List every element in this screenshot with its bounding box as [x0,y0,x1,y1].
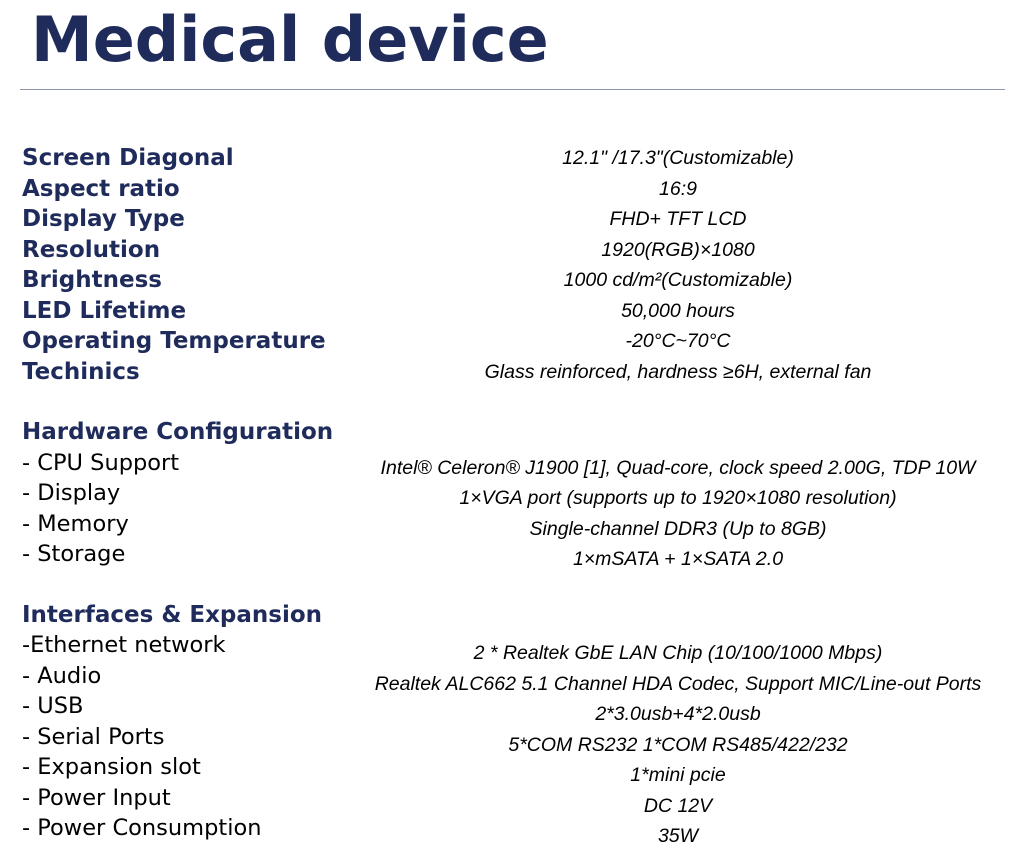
spec-row-brightness [0,265,1024,296]
interfaces-section-heading: Interfaces & Expansion [22,601,323,628]
page-title: Medical device [31,3,549,76]
interface-value: 1*mini pcie [630,764,726,786]
interface-row-ethernet [0,630,1024,664]
spec-value: 12.1" /17.3"(Customizable) [562,147,794,169]
hardware-row-memory [0,509,1024,540]
hardware-value: Intel® Celeron® J1900 [1], Quad-core, clock speed 2.00G, TDP 10W [380,456,976,479]
hardware-row-storage [0,539,1024,570]
interface-label: -Ethernet network [22,632,226,658]
interface-value: 5*COM RS232 1*COM RS485/422/232 [508,733,848,756]
spec-row-led-lifetime [0,296,1024,327]
spec-value: FHD+ TFT LCD [609,208,747,230]
spec-value: 50,000 hours [621,299,735,322]
interface-value: 2 * Realtek GbE LAN Chip (10/100/1000 Mbps) [473,642,883,664]
interface-label: - Expansion slot [22,754,201,780]
spec-value: 16:9 [659,177,697,200]
hardware-value: Single-channel DDR3 (Up to 8GB) [529,517,827,540]
interface-row-usb [0,691,1024,725]
spec-label: Brightness [22,267,162,293]
interface-label: - Power Consumption [22,815,262,841]
spec-label: Aspect ratio [22,175,180,202]
interface-label: - Power Input [22,784,171,811]
interface-value: 2*3.0usb+4*2.0usb [595,703,761,725]
interface-label: - Serial Ports [22,723,165,750]
spec-row-screen-diagonal [0,143,1024,174]
hardware-label: - Storage [22,541,126,567]
spec-value: 1920(RGB)×1080 [601,238,755,261]
spec-label: Display Type [22,206,185,232]
spec-label: Resolution [22,236,161,263]
hardware-label: - CPU Support [22,449,180,476]
spec-value: -20°C~70°C [625,330,731,352]
spec-row-operating-temperature [0,326,1024,357]
spec-label: LED Lifetime [22,297,187,324]
hardware-label: - Memory [22,510,129,537]
hardware-row-cpu-support [0,448,1024,479]
interface-label: - USB [22,693,84,719]
spec-row-techinics [0,357,1024,388]
interface-row-expansion-slot [0,752,1024,786]
interface-row-serial-ports [0,722,1024,756]
spec-row-resolution [0,235,1024,266]
interface-row-audio [0,661,1024,695]
spec-value: 1000 cd/m²(Customizable) [563,269,793,291]
spec-label: Techinics [22,358,140,385]
spec-label: Operating Temperature [22,328,326,354]
interface-row-power-input [0,783,1024,817]
interface-label: - Audio [22,662,102,689]
hardware-section-heading: Hardware Configuration [22,419,334,445]
spec-row-aspect-ratio [0,174,1024,205]
hardware-row-display [0,478,1024,509]
hardware-value: 1×mSATA + 1×SATA 2.0 [572,548,784,570]
spec-row-display-type [0,204,1024,235]
interface-value: DC 12V [643,794,713,817]
interface-row-power-consumption [0,813,1024,847]
hardware-label: - Display [22,480,121,506]
spec-label: Screen Diagonal [22,145,234,171]
spec-value: Glass reinforced, hardness ≥6H, external fan [484,360,872,383]
interface-value: Realtek ALC662 5.1 Channel HDA Codec, Support MIC/Line-out Ports [374,672,982,695]
hardware-value: 1×VGA port (supports up to 1920×1080 resolution) [459,487,897,509]
title-divider [20,89,1005,90]
interface-value: 35W [657,825,699,847]
